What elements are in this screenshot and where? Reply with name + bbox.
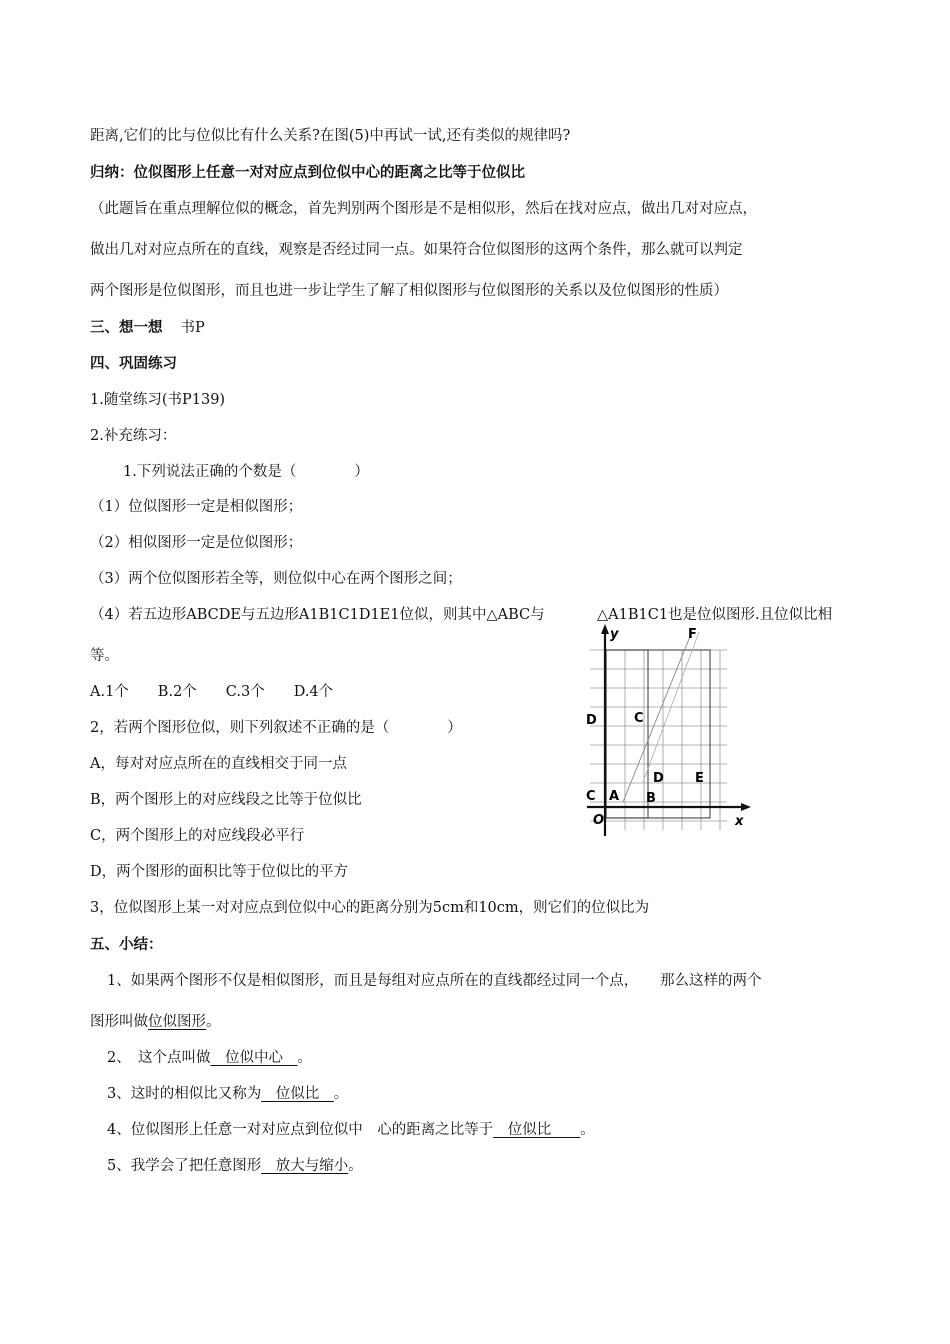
summary-5-prefix: 5、我学会了把任意图形: [107, 1158, 262, 1174]
summary-3: [107, 1084, 348, 1104]
y-axis-label: y: [610, 627, 619, 642]
x-axis-label: x: [735, 814, 744, 829]
point-a-label: A: [609, 789, 620, 804]
figure-polygons: [606, 650, 710, 818]
summary-5-suffix: 。: [348, 1158, 363, 1174]
left-mark-d: D: [586, 713, 597, 728]
point-c-label: C: [634, 711, 644, 726]
summary-2-suffix: 。: [297, 1050, 312, 1066]
summary-2: [107, 1048, 312, 1068]
summary-3-prefix: 3、这时的相似比又称为: [107, 1086, 262, 1102]
induction-statement: 归纳：位似图形上任意一对对应点到位似中心的距离之比等于位似比: [90, 165, 525, 181]
summary-4-answer: 位似比: [493, 1122, 581, 1138]
section-3-title: 三、想一想: [90, 320, 163, 336]
point-e-label: E: [695, 771, 704, 786]
section-4-title: 四、巩固练习: [90, 356, 177, 372]
left-mark-c: C: [586, 789, 596, 804]
question-1-item-4-part-b: △A1B1C1也是位似图形.且位似比相: [597, 607, 833, 623]
question-1-item-4-part-a: （4）若五边形ABCDE与五边形A1B1C1D1E1位似，则其中△ABC与: [90, 607, 545, 623]
y-axis-arrow: [601, 624, 609, 634]
section-3-heading: [90, 318, 205, 338]
summary-4-suffix: 。: [580, 1122, 595, 1138]
section-5-title: 五、小结：: [90, 937, 163, 953]
origin-label: O: [593, 813, 605, 828]
question-2-option-b: B，两个图形上的对应线段之比等于位似比: [90, 792, 362, 808]
summary-5: [107, 1156, 363, 1176]
question-1: 1.下列说法正确的个数是（ ）: [123, 464, 369, 480]
section-3-book-ref: 书P: [180, 320, 205, 336]
summary-3-answer: 位似比: [261, 1086, 334, 1102]
summary-4: [107, 1120, 595, 1140]
question-2-option-c: C，两个图形上的对应线段必平行: [90, 828, 305, 844]
question-1-item-4-part-c: 等。: [90, 648, 119, 664]
paragraph-distance-ratio: 距离,它们的比与位似比有什么关系?在图(5)中再试一试,还有类似的规律吗?: [90, 128, 571, 144]
summary-3-suffix: 。: [333, 1086, 349, 1102]
x-axis-arrow: [741, 803, 751, 811]
summary-1-prefix: 图形叫做: [90, 1014, 148, 1030]
note-line-2: 做出几对对应点所在的直线，观察是否经过同一点。如果符合位似图形的这两个条件，那么就可以判定: [90, 242, 743, 258]
practice-1: 1.随堂练习(书P139): [90, 392, 226, 408]
note-line-1: （此题旨在重点理解位似的概念，首先判别两个图形是不是相似形，然后在找对应点，做出几对对应点，: [90, 201, 757, 217]
summary-1-line-2: [90, 1012, 221, 1032]
question-2: 2，若两个图形位似，则下列叙述不正确的是（ ）: [90, 720, 462, 736]
question-1-item-3: （3）两个位似图形若全等，则位似中心在两个图形之间；: [90, 571, 462, 587]
question-2-option-d: D，两个图形的面积比等于位似比的平方: [90, 864, 349, 880]
summary-1-answer: 位似图形: [148, 1014, 206, 1030]
question-1-item-1: （1）位似图形一定是相似图形；: [90, 499, 303, 515]
note-line-3: 两个图形是位似图形，而且也进一步让学生了解了相似图形与位似图形的关系以及位似图形的性质）: [90, 283, 728, 299]
summary-1-line-1: 1、如果两个图形不仅是相似图形，而且是每组对应点所在的直线都经过同一个点， 那么这样的两个: [107, 973, 762, 989]
point-d-label: D: [653, 771, 664, 786]
summary-1-suffix: 。: [206, 1014, 221, 1030]
question-1-item-2: （2）相似图形一定是位似图形；: [90, 535, 303, 551]
practice-2: 2.补充练习：: [90, 428, 177, 444]
question-1-options: A.1个 B.2个 C.3个 D.4个: [90, 684, 334, 700]
question-2-option-a: A，每对对应点所在的直线相交于同一点: [90, 756, 347, 772]
grid-figure: [585, 620, 760, 845]
question-3: 3，位似图形上某一对对应点到位似中心的距离分别为5cm和10cm，则它们的位似比为: [90, 900, 650, 916]
point-f-label: F: [688, 627, 697, 642]
summary-2-answer: 位似中心: [210, 1050, 298, 1066]
summary-2-prefix: 2、 这个点叫做: [107, 1050, 211, 1066]
point-b-label: B: [646, 791, 656, 806]
summary-5-answer: 放大与缩小: [261, 1158, 349, 1174]
summary-4-prefix: 4、位似图形上任意一对对应点到位似中 心的距离之比等于: [107, 1122, 494, 1138]
